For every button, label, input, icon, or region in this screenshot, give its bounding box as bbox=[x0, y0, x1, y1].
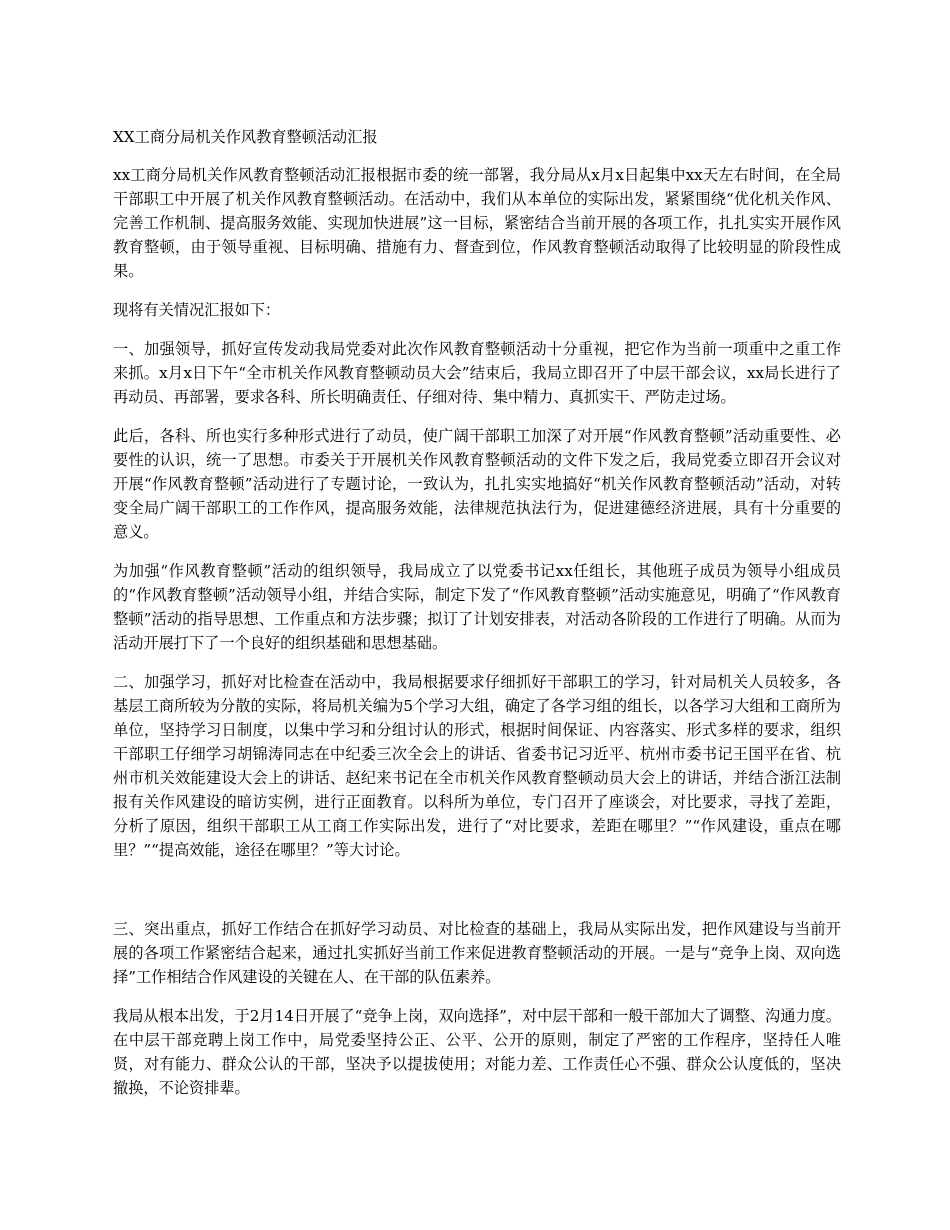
paragraph-leadership-group: 为加强“作风教育整顿”活动的组织领导，我局成立了以党委书记xx任组长，其他班子成员为领导小组成员的“作风教育整顿”活动领导小组，并结合实际，制定下发了“作风教育整顿”活动实施意见，明确了“作风教育整顿”活动的指导思想、工作重点和方法步骤；拟订了计划安排表，对活动各阶段的工作进行了明确。从而为活动开展打下了一个良好的组织基础和思想基础。 bbox=[113, 562, 841, 652]
paragraph-report-lead: 现将有关情况汇报如下： bbox=[113, 301, 281, 319]
paragraph-section-two: 二、加强学习，抓好对比检查在活动中，我局根据要求仔细抓好干部职工的学习，针对局机关人员较多，各基层工商所较为分散的实际，将局机关编为5个学习大组，确定了各学习组的组长，以各学习大组和工商所为单位，坚持学习日制度，以集中学习和分组讨认的形式，根据时间保证、内容落实、形式多样的要求，组织干部职工仔细学习胡锦涛同志在中纪委三次全会上的讲话、省委书记习近平、杭州市委书记王国平在省、杭州市机关效能建设大会上的讲话、赵纪来书记在全市机关作风教育整顿动员大会上的讲话，并结合浙江法制报有关作风建设的暗访实例，进行正面教育。以科所为单位，专门召开了座谈会，对比要求，寻找了差距，分析了原因，组织干部职工从工商工作实际出发，进行了“对比要求，差距在哪里？”“作风建设，重点在哪里？”“提高效能，途径在哪里？”等大讨论。 bbox=[113, 673, 841, 859]
paragraph-section-three: 三、突出重点，抓好工作结合在抓好学习动员、对比检查的基础上，我局从实际出发，把作风建设与当前开展的各项工作紧密结合起来，通过扎实抓好当前工作来促进教育整顿活动的开展。一是与“竞争上岗、双向选择”工作相结合作风建设的关键在人、在干部的队伍素养。 bbox=[113, 920, 841, 986]
paragraph-section-one: 一、加强领导，抓好宣传发动我局党委对此次作风教育整顿活动十分重视，把它作为当前一项重中之重工作来抓。x月x日下午“全市机关作风教育整顿动员大会”结束后，我局立即召开了中层干部会议，xx局长进行了再动员、再部署，要求各科、所长明确责任、仔细对待、集中精力、真抓实干、严防走过场。 bbox=[113, 340, 841, 406]
document-page bbox=[113, 125, 841, 1115]
paragraph-spacer bbox=[113, 877, 841, 917]
document-title: XX工商分局机关作风教育整顿活动汇报 bbox=[113, 128, 378, 146]
paragraph-intro: xx工商分局机关作风教育整顿活动汇报根据市委的统一部署，我分局从x月x日起集中xx天左右时间，在全局干部职工中开展了机关作风教育整顿活动。在活动中，我们从本单位的实际出发，紧紧围绕“优化机关作风、完善工作机制、提高服务效能、实现加快进展”这一目标，紧密结合当前开展的各项工作，扎扎实实开展作风教育整顿，由于领导重视、目标明确、措施有力、督查到位，作风教育整顿活动取得了比较明显的阶段性成果。 bbox=[113, 166, 841, 280]
paragraph-mobilization: 此后，各科、所也实行多种形式进行了动员，使广阔干部职工加深了对开展“作风教育整顿”活动重要性、必要性的认识，统一了思想。市委关于开展机关作风教育整顿活动的文件下发之后，我局党委立即召开会议对开展“作风教育整顿”活动进行了专题讨论，一致认为，扎扎实实地搞好“机关作风教育整顿活动”活动，对转变全局广阔干部职工的工作作风，提高服务效能，法律规范执法行为，促进建德经济进展，具有十分重要的意义。 bbox=[113, 427, 841, 541]
paragraph-competition: 我局从根本出发，于2月14日开展了“竞争上岗，双向选择”，对中层干部和一般干部加大了调整、沟通力度。在中层干部竞聘上岗工作中，局党委坚持公正、公平、公开的原则，制定了严密的工作程序，坚持任人唯贤，对有能力、群众公认的干部，坚决予以提拔使用；对能力差、工作责任心不强、群众公认度低的，坚决撤换，不论资排辈。 bbox=[113, 1007, 841, 1097]
